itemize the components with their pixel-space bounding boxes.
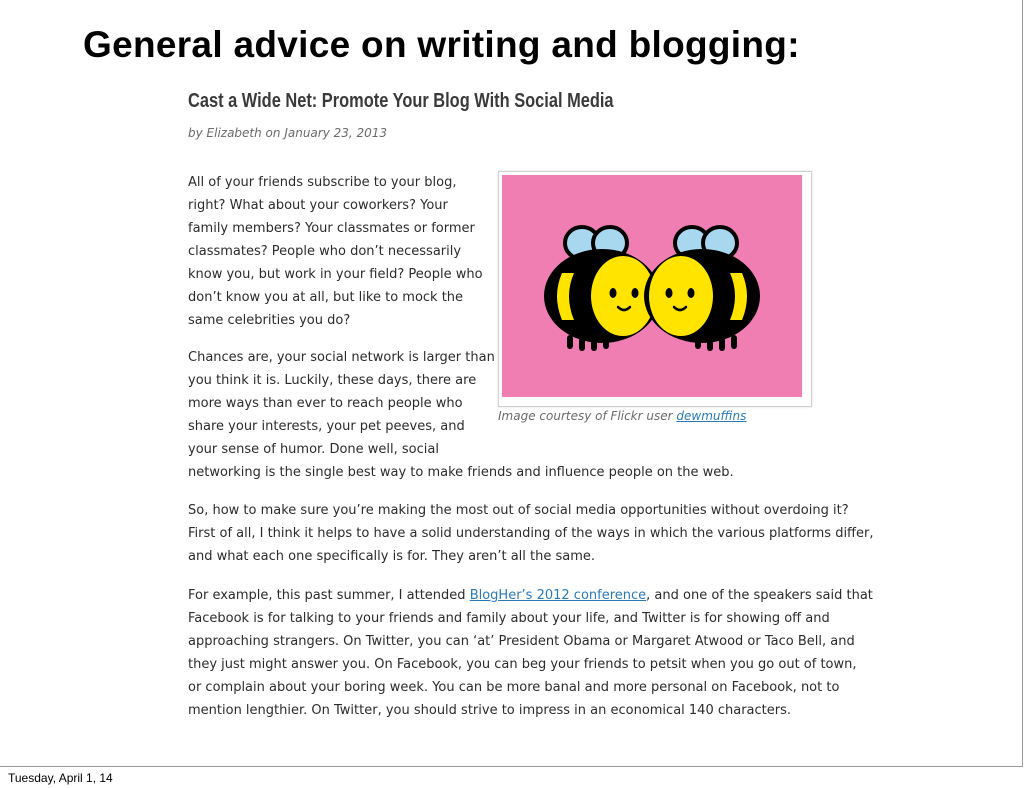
paragraph-line: family members? Your classmates or former [188, 221, 475, 236]
paragraph-3 [188, 499, 873, 568]
image-caption [498, 409, 746, 423]
dewmuffins-link[interactable]: dewmuffins [676, 409, 747, 423]
paragraph-line: don’t know you at all, but like to mock the [188, 290, 464, 305]
paragraph-line: more ways than ever to reach people who [188, 396, 463, 411]
bees-illustration [502, 175, 802, 397]
paragraph-line: your sense of humor. Done well, social [188, 442, 439, 457]
paragraph-line: same celebrities you do? [188, 313, 351, 328]
paragraph-line: First of all, I think it helps to have a solid understanding of the ways in which the various platforms differ, [188, 526, 874, 541]
paragraph-line: know you, but work in your field? People who [188, 267, 483, 282]
paragraph-line: Chances are, your social network is larger than [188, 350, 495, 365]
bees-image [498, 171, 812, 407]
paragraph-line: and what each one specifically is for. They aren’t all the same. [188, 549, 596, 564]
paragraph-line: networking is the single best way to make friends and influence people on the web. [188, 465, 734, 480]
paragraph-line: you think it is. Luckily, these days, there are [188, 373, 477, 388]
slide-date: Tuesday, April 1, 14 [8, 771, 113, 785]
slide-title: General advice on writing and blogging: [83, 24, 800, 65]
paragraph-line: or complain about your boring week. You can be more banal and more personal on Facebook, not to [188, 680, 840, 695]
paragraph-1 [188, 171, 483, 332]
paragraph-4 [188, 584, 873, 722]
blogher-conference-link[interactable]: BlogHer’s 2012 conference [469, 588, 647, 603]
paragraph-text: , and one of the speakers said that [646, 588, 873, 603]
paragraph-line: approaching strangers. On Twitter, you can ‘at’ President Obama or Margaret Atwood or Taco Bell, and [188, 634, 855, 649]
paragraph-line: classmates? People who don’t necessarily [188, 244, 462, 259]
paragraph-line: All of your friends subscribe to your blog, [188, 175, 457, 190]
caption-text: Image courtesy of Flickr user [498, 409, 677, 423]
paragraph-line: So, how to make sure you’re making the most out of social media opportunities without overdoing it? [188, 503, 849, 518]
paragraph-line: right? What about your coworkers? Your [188, 198, 448, 213]
paragraph-line [188, 584, 873, 607]
paragraph-text: For example, this past summer, I attended [188, 588, 470, 603]
paragraph-line: they just might answer you. On Facebook, you can beg your friends to petsit when you go out of town, [188, 657, 857, 672]
post-title: Cast a Wide Net: Promote Your Blog With Social Media [188, 90, 614, 112]
paragraph-line: mention lengthier. On Twitter, you should strive to impress in an economical 140 characters. [188, 703, 792, 718]
paragraph-line: share your interests, your pet peeves, and [188, 419, 465, 434]
post-byline: by Elizabeth on January 23, 2013 [188, 126, 388, 140]
paragraph-line: Facebook is for talking to your friends and family about your life, and Twitter is for showing off and [188, 611, 830, 626]
